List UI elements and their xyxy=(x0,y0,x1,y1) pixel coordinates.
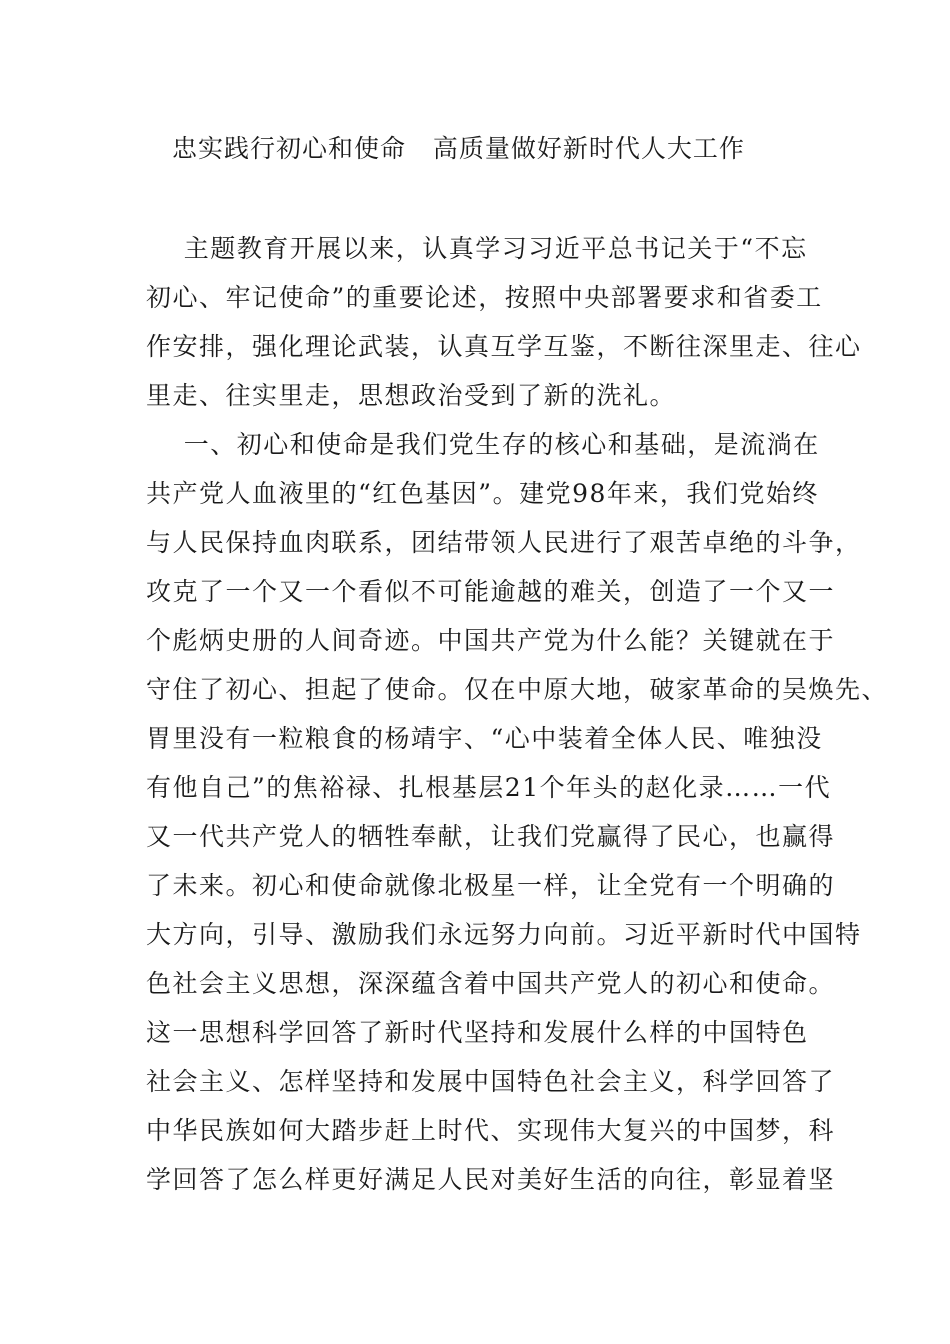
body-line: 胃里没有一粒粮食的杨靖宇、“心中装着全体人民、唯独没 xyxy=(146,724,823,753)
body-line: 又一代共产党人的牺牲奉献，让我们党赢得了民心，也赢得 xyxy=(146,822,836,851)
body-line: 有他自己”的焦裕禄、扎根基层21个年头的赵化录……一代 xyxy=(146,773,832,802)
document-title: 忠实践行初心和使命 高质量做好新时代人大工作 xyxy=(172,134,745,163)
body-line: 中华民族如何大踏步赶上时代、实现伟大复兴的中国梦，科 xyxy=(146,1116,836,1145)
body-line: 攻克了一个又一个看似不可能逾越的难关，创造了一个又一 xyxy=(146,577,836,606)
body-line: 里走、往实里走，思想政治受到了新的洗礼。 xyxy=(146,381,677,410)
body-line: 学回答了怎么样更好满足人民对美好生活的向往，彰显着坚 xyxy=(146,1165,836,1194)
body-line: 这一思想科学回答了新时代坚持和发展什么样的中国特色 xyxy=(146,1018,809,1047)
body-line: 共产党人血液里的“红色基因”。建党98年来，我们党始终 xyxy=(146,479,819,508)
body-line: 守住了初心、担起了使命。仅在中原大地，破家革命的吴焕先、 xyxy=(146,675,889,704)
body-line: 了未来。初心和使命就像北极星一样，让全党有一个明确的 xyxy=(146,871,836,900)
body-line: 初心、牢记使命”的重要论述，按照中央部署要求和省委工 xyxy=(146,283,823,312)
body-line: 一、初心和使命是我们党生存的核心和基础，是流淌在 xyxy=(146,430,820,459)
body-line: 与人民保持血肉联系，团结带领人民进行了艰苦卓绝的斗争， xyxy=(146,528,862,557)
body-line: 作安排，强化理论武装，认真互学互鉴，不断往深里走、往心 xyxy=(146,332,862,361)
body-line: 主题教育开展以来，认真学习习近平总书记关于“不忘 xyxy=(146,234,808,263)
body-line: 大方向，引导、激励我们永远努力向前。习近平新时代中国特 xyxy=(146,920,862,949)
body-line: 色社会主义思想，深深蕴含着中国共产党人的初心和使命。 xyxy=(146,969,836,998)
body-line: 社会主义、怎样坚持和发展中国特色社会主义，科学回答了 xyxy=(146,1067,836,1096)
body-line: 个彪炳史册的人间奇迹。中国共产党为什么能？关键就在于 xyxy=(146,626,836,655)
